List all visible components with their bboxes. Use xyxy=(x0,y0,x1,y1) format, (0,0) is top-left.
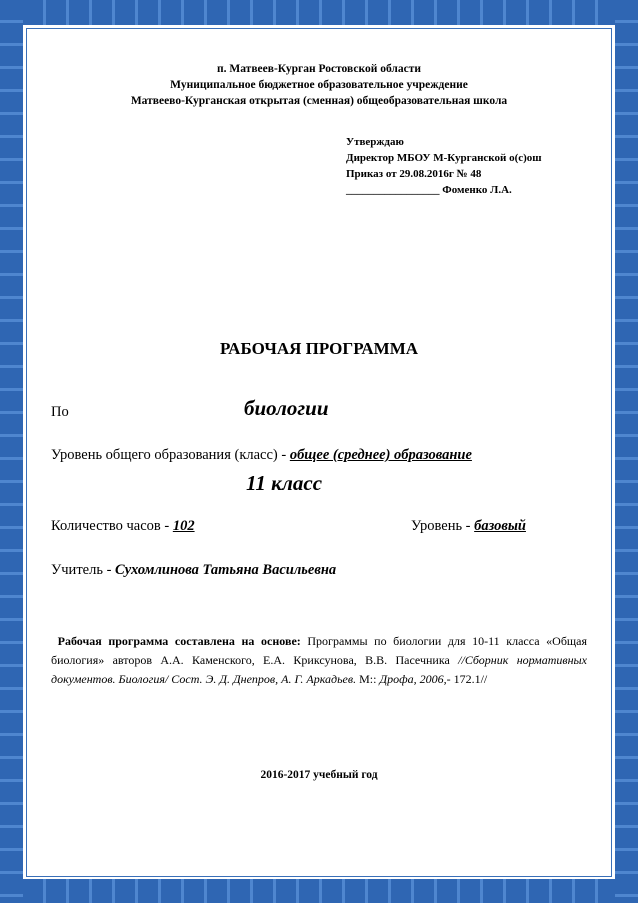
basis-source: //Сборник нормативных документов. Биология/ Сост. Э. Д. Днепров, А. Г. Аркадьев. xyxy=(51,653,587,686)
border-top xyxy=(0,0,638,25)
teacher-name: Сухомлинова Татьяна Васильевна xyxy=(115,562,337,578)
header-institution-type: Муниципальное бюджетное образовательное учреждение xyxy=(170,79,468,91)
header-location: п. Матвеев-Курган Ростовской области xyxy=(217,63,421,75)
edu-level-value: общее (среднее) образование xyxy=(289,447,472,463)
teacher-label: Учитель - xyxy=(51,562,116,578)
approval-title: Утверждаю xyxy=(346,136,404,148)
edu-level-label: Уровень общего образования (класс) - xyxy=(51,447,290,463)
program-basis xyxy=(51,632,587,689)
edu-level-row xyxy=(51,447,472,464)
hours-label: Количество часов - xyxy=(51,518,173,534)
basis-end: - 172.1// xyxy=(446,672,488,686)
level-value: базовый xyxy=(474,518,526,534)
hours-row xyxy=(51,518,195,535)
level-row xyxy=(411,518,526,535)
hours-value: 102 xyxy=(172,518,195,534)
header-school-name: Матвеево-Курганская открытая (сменная) общеобразовательная школа xyxy=(130,95,508,107)
approval-signature xyxy=(346,184,512,196)
grade: 11 класс xyxy=(246,471,323,495)
basis-text: Программы по биологии для 10-11 класса «Общая биология» авторов А.А. Каменского, Е.А. Криксунова, В.В. Пасечника xyxy=(51,634,588,667)
approval-director: Директор МБОУ М-Курганской о(с)ош xyxy=(346,152,542,164)
basis-lead: Рабочая программа составлена на основе: xyxy=(57,634,301,648)
document-title: РАБОЧАЯ ПРОГРАММА xyxy=(219,339,419,358)
academic-year: 2016-2017 учебный год xyxy=(260,769,378,781)
subject-value: биологии xyxy=(244,396,329,420)
border-bottom xyxy=(0,879,638,903)
border-left xyxy=(0,0,23,903)
border-right xyxy=(615,0,638,903)
level-label: Уровень - xyxy=(411,518,475,534)
subject-label: По xyxy=(51,404,69,420)
signature-name: Фоменко Л.А. xyxy=(442,184,512,196)
basis-tail: М:: xyxy=(356,672,380,686)
basis-publisher: Дрофа, 2006, xyxy=(379,672,447,686)
approval-order: Приказ от 29.08.2016г № 48 xyxy=(346,168,482,180)
teacher-row xyxy=(51,562,336,579)
signature-line: _________________ xyxy=(346,184,440,196)
